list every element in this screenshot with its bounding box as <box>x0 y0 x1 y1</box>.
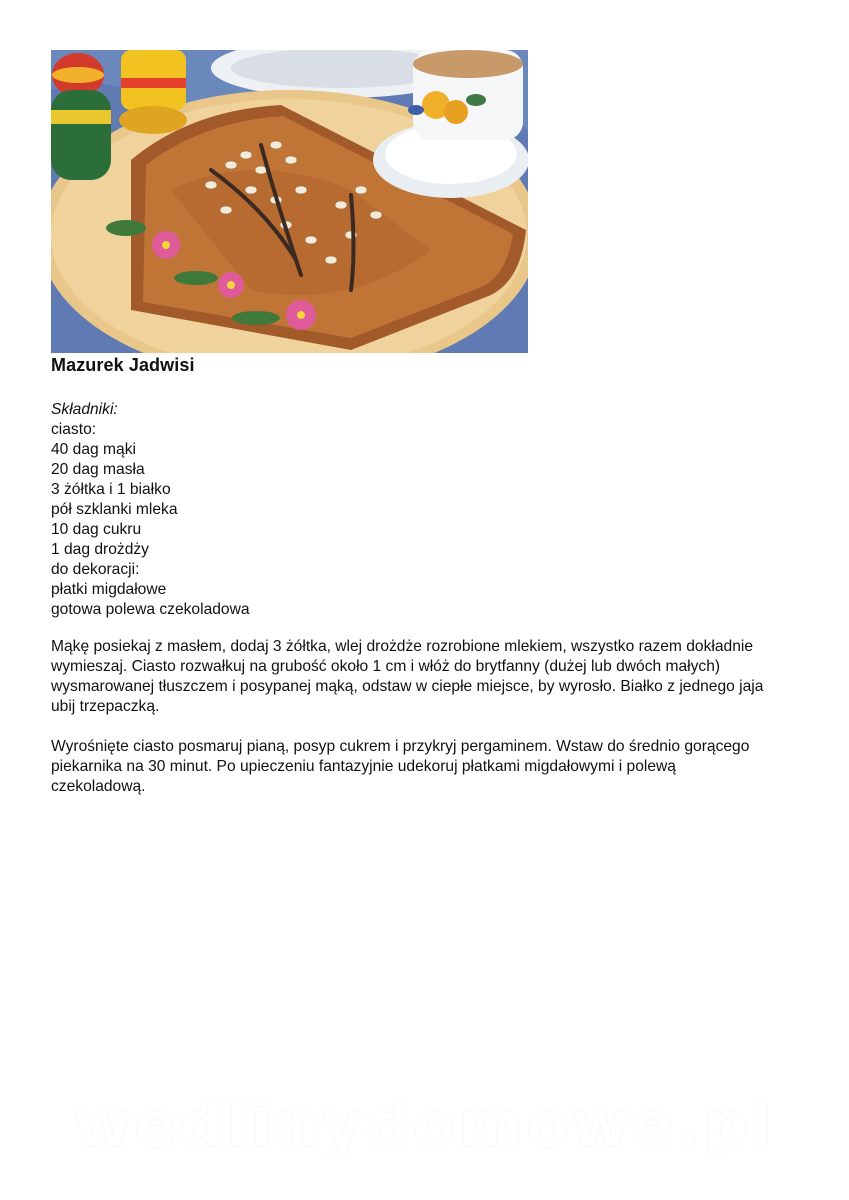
ingredient-line: do dekoracji: <box>51 561 140 578</box>
ingredient-line: 3 żółtka i 1 białko <box>51 481 171 498</box>
ingredient-line: płatki migdałowe <box>51 581 167 598</box>
ingredient-line: pół szklanki mleka <box>51 501 178 518</box>
site-watermark: wedlinydomowe.pl <box>73 1088 776 1161</box>
instructions-section <box>51 637 771 817</box>
ingredient-line: 20 dag masła <box>51 461 145 478</box>
ingredients-section <box>51 400 250 620</box>
recipe-title: Mazurek Jadwisi <box>51 355 195 375</box>
ingredient-line: ciasto: <box>51 421 97 438</box>
recipe-photo <box>51 50 528 353</box>
ingredient-line: 10 dag cukru <box>51 521 142 538</box>
instruction-paragraph: Wyrośnięte ciasto posmaruj pianą, posyp cukrem i przykryj pergaminem. Wstaw do średnio gorącego piekarnika na 30 minut. Po upieczeniu fantazyjnie udekoruj płatkami migdałowymi i polewą czekoladową. <box>51 738 750 795</box>
ingredient-line: 40 dag mąki <box>51 441 136 458</box>
ingredient-line: 1 dag drożdży <box>51 541 149 558</box>
ingredients-label: Składniki: <box>51 401 118 418</box>
instruction-paragraph: Mąkę posiekaj z masłem, dodaj 3 żółtka, wlej drożdże rozrobione mlekiem, wszystko razem dokładnie wymieszaj. Ciasto rozwałkuj na grubość około 1 cm i włóż do brytfanny (dużej lub dwóch małych) wysmarowanej tłuszczem i posypanej mąką, odstaw w ciepłe miejsce, by wyrosło. Białko z jednego jaja ubij trzepaczką. <box>51 638 764 715</box>
ingredient-line: gotowa polewa czekoladowa <box>51 601 250 618</box>
